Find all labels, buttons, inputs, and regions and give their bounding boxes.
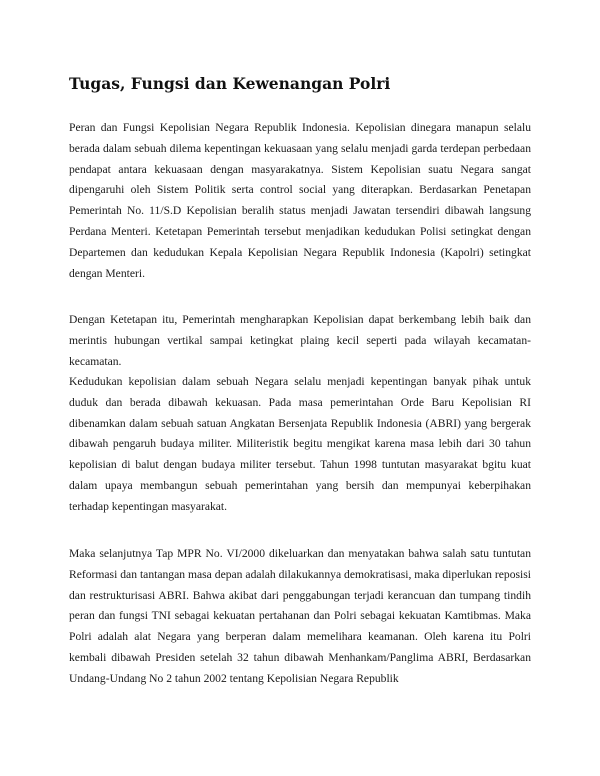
- paragraph-peran-fungsi: Peran dan Fungsi Kepolisian Negara Republik Indonesia. Kepolisian dinegara manapun selalu berada dalam sebuah dilema kepentingan kekuasaan yang selalu menjadi garda terdepan perbedaan pendapat antara kekuasaan dengan masyarakatnya. Sistem Kepolisian suatu Negara sangat dipengaruhi oleh Sistem Politik serta control social yang diterapkan. Berdasarkan Penetapan Pemerintah No. 11/S.D Kepolisian beralih status menjadi Jawatan tersendiri dibawah langsung Perdana Menteri. Ketetapan Pemerintah tersebut menjadikan kedudukan Polisi setingkat dengan Departemen dan kedudukan Kepala Kepolisian Negara Republik Indonesia (Kapolri) setingkat dengan Menteri.: [69, 121, 531, 280]
- paragraph-ketetapan: Dengan Ketetapan itu, Pemerintah mengharapkan Kepolisian dapat berkembang lebih baik dan merintis hubungan vertikal sampai ketingkat plaing kecil seperti pada wilayah kecamatan-kecamatan.: [69, 313, 531, 368]
- document-title: Tugas, Fungsi dan Kewenangan Polri: [69, 74, 391, 93]
- paragraph-kedudukan: Kedudukan kepolisian dalam sebuah Negara selalu menjadi kepentingan banyak pihak untuk duduk dan berada dibawah kekuasan. Pada masa pemerintahan Orde Baru Kepolisian RI dibenamkan dalam sebuah satuan Angkatan Bersenjata Republik Indonesia (ABRI) yang bergerak dibawah pengaruh budaya militer. Militeristik begitu mengikat karena masa lebih dari 30 tahun kepolisian di balut dengan budaya militer tersebut. Tahun 1998 tuntutan masyarakat bgitu kuat dalam upaya membangun sebuah pemerintahan yang bersih dan mempunyai keberpihakan terhadap kepentingan masyarakat.: [69, 375, 531, 513]
- paragraph-tap-mpr: Maka selanjutnya Tap MPR No. VI/2000 dikeluarkan dan menyatakan bahwa salah satu tuntutan Reformasi dan tantangan masa depan adalah dilakukannya demokratisasi, maka diperlukan reposisi dan restrukturisasi ABRI. Bahwa akibat dari penggabungan terjadi kerancuan dan tumpang tindih peran dan fungsi TNI sebagai kekuatan pertahanan dan Polri sebagai kekuatan Kamtibmas. Maka Polri adalah alat Negara yang berperan dalam memelihara keamanan. Oleh karena itu Polri kembali dibawah Presiden setelah 32 tahun dibawah Menhankam/Panglima ABRI, Berdasarkan Undang-Undang No 2 tahun 2002 tentang Kepolisian Negara Republik: [69, 547, 531, 685]
